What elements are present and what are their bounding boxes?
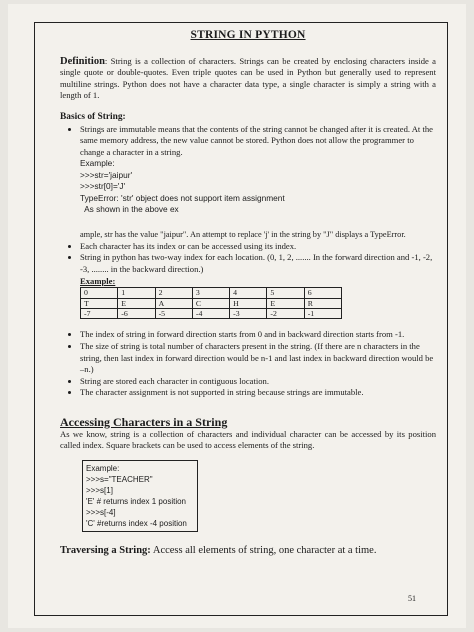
table-cell: A (155, 298, 192, 308)
bullet-index-direction: • The index of string in forward direction starts from 0 and in backward direction starts from -1. (80, 329, 436, 341)
spacer (60, 215, 436, 229)
table-cell: 6 (304, 288, 341, 298)
code-line: >>>s[-4] (86, 507, 116, 517)
example-line: >>>str='jaipur' (80, 169, 133, 180)
traversing-label: Traversing a String: (60, 544, 151, 556)
table-cell: C (192, 298, 229, 308)
table-cell: 3 (192, 288, 229, 298)
definition-label: Definition (60, 55, 105, 67)
example-line: >>>str[0]='J' (80, 181, 126, 192)
table-cell: -5 (155, 308, 192, 318)
table-cell: 1 (118, 288, 155, 298)
table-cell: 0 (81, 288, 118, 298)
traversing-paragraph (60, 545, 436, 557)
table-cell: 4 (230, 288, 267, 298)
code-line: >>>s="TEACHER" (86, 474, 153, 484)
page-number: 51 (408, 594, 416, 603)
table-cell: -1 (304, 308, 341, 318)
table-cell: -3 (230, 308, 267, 318)
code-line: Example: (86, 463, 120, 473)
page-content (60, 30, 436, 556)
table-cell: -7 (81, 308, 118, 318)
table-row-backward (81, 308, 342, 318)
table-cell: E (118, 298, 155, 308)
table-cell: -4 (192, 308, 229, 318)
table-cell: -2 (267, 308, 304, 318)
example-continued: ample, str has the value "jaipur". An attempt to replace 'j' in the string by "J" displays a TypeError. (80, 230, 406, 240)
bullet-size: • The size of string is total number of characters present in the string. (If there are n characters in the string, then last index in forward direction would be n-1 and last index in backward direction would be –n.) (80, 341, 436, 376)
definition-paragraph (60, 56, 436, 102)
table-cell: 5 (267, 288, 304, 298)
table-cell: R (304, 298, 341, 308)
basics-list (60, 124, 436, 159)
page-title: STRING IN PYTHON (190, 29, 306, 41)
table-cell: T (81, 298, 118, 308)
code-line: 'E' # returns index 1 position (86, 496, 186, 506)
table-cell: E (267, 298, 304, 308)
traversing-text: Access all elements of string, one character at a time. (150, 544, 377, 556)
table-example-label: Example: (80, 275, 116, 286)
example-block (80, 158, 436, 215)
bullet-assignment: • The character assignment is not supported in string because strings are immutable. (80, 387, 436, 399)
basics-heading: Basics of String: (60, 111, 126, 122)
table-cell: H (230, 298, 267, 308)
code-line: 'C' #returns index -4 position (86, 518, 187, 528)
example-line: As shown in the above ex (80, 203, 179, 214)
definition-text: : String is a collection of characters. Strings can be created by enclosing characters inside a single quote or double-quotes. Even triple quotes can be used in Python but generally used to represent multiline strings. Python does not have a character data type, a single character is simply a string with a length of 1. (60, 55, 436, 101)
code-line: >>>s[1] (86, 485, 113, 495)
bullet-two-way-index: • String in python has two-way index for each location. (0, 1, 2, ....... In the forward direction and -1, -2, -3, ........ in the backward direction.) (80, 252, 436, 275)
accessing-text: As we know, string is a collection of characters and individual character can be accessed by its position called index. Square brackets can be used to access elements of the string. (60, 428, 436, 451)
table-cell: 2 (155, 288, 192, 298)
basics-bullet-immutable: • Strings are immutable means that the contents of the string cannot be changed after it is created. At the same memory address, the new value cannot be stored. Python does not allow the programmer to change a character in a string. (80, 124, 436, 159)
table-row-forward (81, 288, 342, 298)
bullet-index: • Each character has its index or can be accessed using its index. (80, 241, 436, 253)
example-line: Example: (80, 158, 115, 169)
index-table (80, 287, 342, 319)
accessing-heading: Accessing Characters in a String (60, 414, 228, 429)
index-list (60, 241, 436, 276)
string-facts-list (60, 329, 436, 399)
bullet-contiguous: • String are stored each character in contiguous location. (80, 376, 436, 388)
table-cell: -6 (118, 308, 155, 318)
accessing-code-box (82, 460, 198, 532)
example-line: TypeError: 'str' object does not support item assignment (80, 192, 285, 203)
table-row-chars (81, 298, 342, 308)
